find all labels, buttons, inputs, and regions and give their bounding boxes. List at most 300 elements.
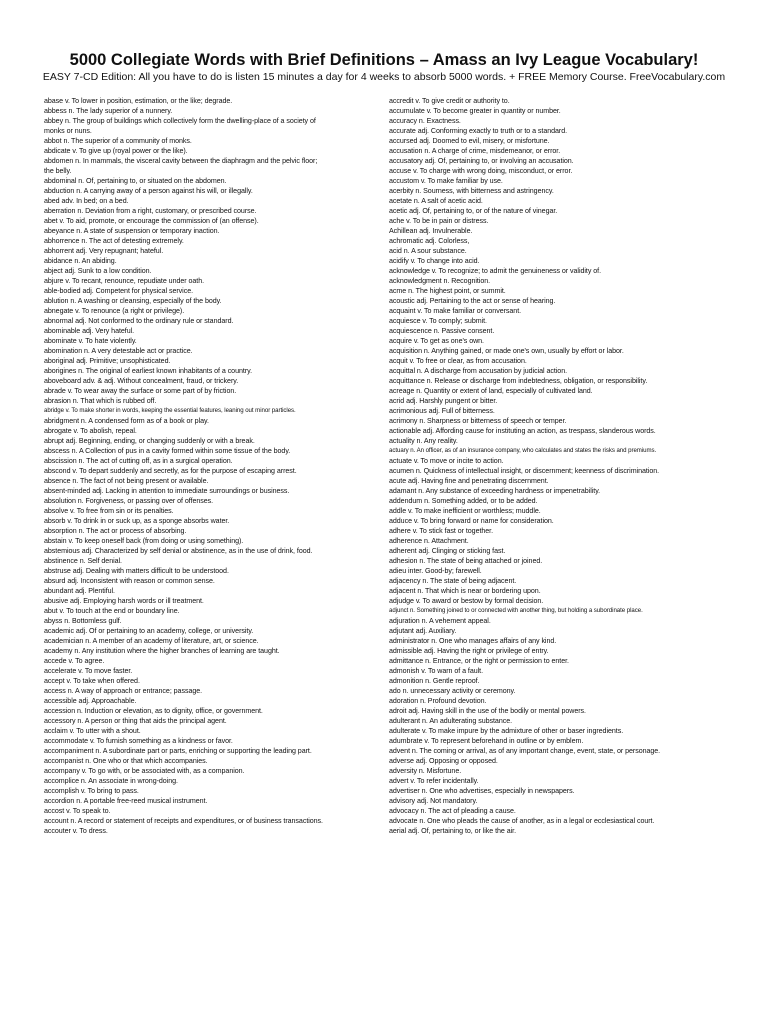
entry-definition: n. The highest point, or summit. — [408, 287, 506, 295]
entry-definition: v. To bring forward or name for consideration. — [413, 517, 554, 525]
entry-definition: n. Profound devotion. — [420, 697, 487, 705]
entry-word: adieu — [389, 567, 407, 575]
entry-word: actionable — [389, 427, 421, 435]
word-entry — [44, 666, 384, 676]
entry-word: abdicate — [44, 147, 71, 155]
entry-word: abdominal — [44, 177, 77, 185]
entry-definition: adj. Having the right or privilege of entry. — [423, 647, 549, 655]
entry-word: abomination — [44, 347, 83, 355]
entry-word: abet — [44, 217, 58, 225]
entry-definition: v. To depart suddenly and secretly, as for the purpose of escaping arrest. — [72, 467, 297, 475]
entry-definition: v. To charge with wrong doing, misconduct, or error. — [413, 167, 573, 175]
entry-word: accusation — [389, 147, 423, 155]
entry-word: ado — [389, 687, 401, 695]
entry-word: acerbity — [389, 187, 414, 195]
entry-word: absurd — [44, 577, 66, 585]
entry-definition: n. A carrying away of a person against his will, or illegally. — [76, 187, 253, 195]
word-entry — [44, 286, 384, 296]
word-entry — [389, 316, 734, 326]
word-entry — [44, 346, 384, 356]
word-entry — [389, 756, 734, 766]
word-entry — [44, 316, 384, 326]
entry-definition: v. To warn of a fault. — [421, 667, 484, 675]
entry-word: absence — [44, 477, 71, 485]
word-entry — [44, 466, 384, 476]
word-entry — [389, 766, 734, 776]
entry-definition: adj. Very hateful. — [82, 327, 135, 335]
word-entry — [389, 436, 734, 446]
word-entry — [44, 676, 384, 686]
word-entry — [389, 126, 734, 136]
right-word-column — [389, 96, 734, 836]
entry-word: accompaniment — [44, 747, 94, 755]
word-entry — [389, 546, 734, 556]
entry-word: acme — [389, 287, 407, 295]
word-entry — [44, 96, 384, 106]
entry-definition: v. To make shorter in words, keeping the essential features, leaning out minor particles. — [65, 407, 296, 414]
entry-definition: n. Quantity or extent of land, especially of cultivated land. — [416, 387, 593, 395]
entry-word: abject — [44, 267, 63, 275]
entry-definition: n. Misfortune. — [418, 767, 462, 775]
entry-word: acoustic — [389, 297, 415, 305]
word-entry — [389, 206, 734, 216]
entry-definition: n. Gentle reproof. — [425, 677, 480, 685]
word-entry — [389, 366, 734, 376]
word-entry — [389, 156, 734, 166]
entry-definition: adj. Primitive; unsophisticated. — [76, 357, 171, 365]
entry-word: abrade — [44, 387, 66, 395]
entry-definition: v. To speak to. — [66, 807, 111, 815]
entry-definition: n. An adulterating substance. — [421, 717, 513, 725]
word-entry — [44, 436, 384, 446]
word-entry — [389, 666, 734, 676]
word-entry — [389, 286, 734, 296]
word-entry — [389, 826, 734, 836]
entry-definition: v. To represent beforehand in outline or by emblem. — [424, 737, 584, 745]
word-entry — [44, 536, 384, 546]
entry-definition: n. A sour substance. — [403, 247, 467, 255]
entry-word: acid — [389, 247, 402, 255]
entry-word: abbot — [44, 137, 62, 145]
entry-definition: adj. Of or pertaining to an academy, college, or university. — [75, 627, 254, 635]
entry-definition: n. Any institution where the higher branches of learning are taught. — [74, 647, 280, 655]
entry-word: aboveboard — [44, 377, 81, 385]
entry-definition: n. Induction or elevation, as to dignity, office, or government. — [77, 707, 263, 715]
word-entry — [44, 376, 384, 386]
entry-word: abrasion — [44, 397, 71, 405]
entry-word: admonition — [389, 677, 424, 685]
entry-definition: adj. Conforming exactly to truth or to a standard. — [417, 127, 568, 135]
word-entry — [389, 186, 734, 196]
page-title: 5000 Collegiate Words with Brief Definitions – Amass an Ivy League Vocabulary! — [69, 51, 699, 69]
entry-word: accelerate — [44, 667, 77, 675]
entry-definition: v. To lower in position, estimation, or the like; degrade. — [65, 97, 233, 105]
entry-definition: adj. Auxiliary. — [415, 627, 457, 635]
word-entry — [389, 276, 734, 286]
entry-definition: v. To dress. — [72, 827, 108, 835]
entry-word: adulterant — [389, 717, 421, 725]
word-entry — [389, 426, 734, 436]
entry-definition: n. A washing or cleansing, especially of the body. — [70, 297, 222, 305]
word-entry — [389, 466, 734, 476]
word-entry — [44, 126, 384, 136]
word-entry — [389, 196, 734, 206]
entry-word: adroit — [389, 707, 407, 715]
word-entry — [389, 676, 734, 686]
entry-definition: v. To keep oneself back (from doing or using something). — [68, 537, 244, 545]
word-entry — [389, 146, 734, 156]
word-entry — [44, 526, 384, 536]
entry-definition: v. To bring to pass. — [80, 787, 139, 795]
word-entry — [44, 776, 384, 786]
word-entry — [389, 386, 734, 396]
entry-word: advert — [389, 777, 409, 785]
word-entry — [44, 566, 384, 576]
word-entry — [44, 146, 384, 156]
entry-definition: v. To refer incidentally. — [410, 777, 479, 785]
entry-word: abscess — [44, 447, 70, 455]
entry-word: advertiser — [389, 787, 420, 795]
word-entry — [389, 716, 734, 726]
entry-definition: v. To free or clear, as from accusation. — [409, 357, 527, 365]
word-entry — [389, 506, 734, 516]
entry-word: accumulate — [389, 107, 425, 115]
word-entry — [44, 196, 384, 206]
word-entry — [389, 726, 734, 736]
entry-word: adjunct — [389, 607, 409, 614]
word-entry — [44, 786, 384, 796]
entry-definition: adj. Very repugnant; hateful. — [75, 247, 164, 255]
entry-definition: v. To go with, or be associated with, as a companion. — [81, 767, 245, 775]
entry-word: ache — [389, 217, 405, 225]
entry-word: addendum — [389, 497, 423, 505]
word-entry — [44, 216, 384, 226]
entry-word: acknowledgment — [389, 277, 442, 285]
entry-definition: adj. Harshly pungent or bitter. — [406, 397, 498, 405]
word-entry — [389, 566, 734, 576]
word-entry — [389, 236, 734, 246]
entry-word: adjacent — [389, 587, 416, 595]
entry-definition: adj. Having fine and penetrating discernment. — [408, 477, 549, 485]
entry-definition: n. A condensed form as of a book or play. — [80, 417, 209, 425]
word-entry — [389, 576, 734, 586]
entry-word: actuate — [389, 457, 412, 465]
entry-word: acquire — [389, 337, 412, 345]
entry-word: accredit — [389, 97, 414, 105]
word-entry — [44, 736, 384, 746]
entry-definition: n. The lady superior of a nunnery. — [68, 107, 173, 115]
entry-word: actuality — [389, 437, 415, 445]
entry-definition: v. To move or incite to action. — [413, 457, 504, 465]
word-entry — [389, 456, 734, 466]
entry-definition: n. The superior of a community of monks. — [63, 137, 192, 145]
entry-definition: v. To hate violently. — [78, 337, 137, 345]
word-entry — [389, 786, 734, 796]
entry-definition: adv. In bed; on a bed. — [61, 197, 129, 205]
entry-word: abidance — [44, 257, 73, 265]
entry-word: adamant — [389, 487, 417, 495]
entry-definition: n. One who advertises, especially in newspapers. — [421, 787, 575, 795]
word-entry — [44, 296, 384, 306]
entry-definition: adj. Colorless, — [425, 237, 470, 245]
entry-word: administrator — [389, 637, 430, 645]
entry-definition: v. To move faster. — [78, 667, 133, 675]
word-entry — [389, 646, 734, 656]
entry-definition: v. To utter with a shout. — [69, 727, 141, 735]
entry-definition: n. Sharpness or bitterness of speech or temper. — [419, 417, 567, 425]
entry-definition: v. To stick fast or together. — [412, 527, 494, 535]
entry-definition: n. A portable free-reed musical instrument. — [76, 797, 208, 805]
entry-definition: v. To get as one's own. — [413, 337, 484, 345]
entry-word: Achillean — [389, 227, 418, 235]
word-entry — [44, 116, 384, 126]
entry-word: advisory — [389, 797, 416, 805]
word-entry — [44, 426, 384, 436]
word-entry — [44, 386, 384, 396]
entry-definition: n. The original of earliest known inhabitants of a country. — [78, 367, 252, 375]
entry-definition: v. To change into acid. — [410, 257, 480, 265]
word-entry — [389, 226, 734, 236]
entry-definition: adj. Not mandatory. — [416, 797, 478, 805]
entry-definition: n. A person or thing that aids the principal agent. — [77, 717, 227, 725]
entry-word: adherence — [389, 537, 423, 545]
word-entry — [44, 696, 384, 706]
entry-word: accouter — [44, 827, 71, 835]
word-entry — [389, 396, 734, 406]
entry-definition: n. The act of detesting extremely. — [81, 237, 184, 245]
entry-definition: n. Bottomless gulf. — [64, 617, 122, 625]
entry-definition: n. The act of cutting off, as in a surgical operation. — [78, 457, 233, 465]
entry-word: abominate — [44, 337, 77, 345]
entry-definition: adj. Competent for physical service. — [82, 287, 194, 295]
entry-word: acquisition — [389, 347, 422, 355]
entry-definition: n. The act or process of absorbing. — [78, 527, 187, 535]
entry-word: accessory — [44, 717, 76, 725]
entry-definition: v. To give credit or authority to. — [415, 97, 510, 105]
word-entry — [389, 136, 734, 146]
entry-definition: n. One who manages affairs of any kind. — [431, 637, 557, 645]
entry-word: acrid — [389, 397, 405, 405]
entry-definition: n. A Collection of pus in a cavity formed within some tissue of the body. — [71, 447, 291, 455]
entry-word: abeyance — [44, 227, 75, 235]
entry-word: accustom — [389, 177, 419, 185]
entry-definition: n. Sourness, with bitterness and astringency. — [415, 187, 554, 195]
word-entry — [389, 116, 734, 126]
entry-definition: monks or nuns. — [44, 127, 92, 135]
word-entry — [44, 456, 384, 466]
word-entry — [389, 586, 734, 596]
entry-definition: adj. Lacking in attention to immediate surroundings or business. — [92, 487, 290, 495]
entry-word: abase — [44, 97, 64, 105]
word-entry — [44, 826, 384, 836]
word-entry — [389, 746, 734, 756]
word-entry — [389, 486, 734, 496]
entry-word: abhorrence — [44, 237, 80, 245]
entry-definition: adj. Not conformed to the ordinary rule or standard. — [75, 317, 234, 325]
entry-word: academy — [44, 647, 73, 655]
entry-definition: adj. Of, pertaining to, or like the air. — [407, 827, 516, 835]
word-entry — [44, 646, 384, 656]
word-entry — [44, 226, 384, 236]
entry-definition: v. To recognize; to admit the genuineness or validity of. — [431, 267, 601, 275]
word-entry — [44, 636, 384, 646]
word-entry — [389, 736, 734, 746]
entry-word: acrimonious — [389, 407, 427, 415]
entry-definition: n. Something added, or to be added. — [424, 497, 538, 505]
word-entry — [44, 326, 384, 336]
word-entry — [389, 776, 734, 786]
word-entry — [389, 476, 734, 486]
entry-word: abundant — [44, 587, 74, 595]
entry-definition: n. A vehement appeal. — [421, 617, 491, 625]
entry-definition: n. In mammals, the visceral cavity between the diaphragm and the pelvic floor; — [75, 157, 318, 165]
entry-word: actuary — [389, 447, 409, 454]
entry-word: absorption — [44, 527, 77, 535]
entry-word: acumen — [389, 467, 414, 475]
entry-word: acquit — [389, 357, 408, 365]
entry-word: academician — [44, 637, 84, 645]
entry-word: accursed — [389, 137, 418, 145]
word-entry — [389, 176, 734, 186]
entry-definition: adj. Doomed to evil, misery, or misfortune. — [419, 137, 550, 145]
word-entry — [44, 816, 384, 826]
word-entry — [44, 726, 384, 736]
entry-definition: v. To make impure by the admixture of other or baser ingredients. — [421, 727, 624, 735]
entry-definition: v. To agree. — [68, 657, 105, 665]
word-entry — [44, 416, 384, 426]
entry-word: acquittal — [389, 367, 415, 375]
word-entry — [389, 266, 734, 276]
entry-word: academic — [44, 627, 74, 635]
entry-definition: n. A very detestable act or practice. — [84, 347, 193, 355]
entry-definition: n. Anything gained, or made one's own, usually by effort or labor. — [423, 347, 624, 355]
entry-word: accompanist — [44, 757, 84, 765]
entry-word: account — [44, 817, 69, 825]
entry-definition: v. To make inefficient or worthless; muddle. — [408, 507, 541, 515]
entry-definition: n. An associate in wrong-doing. — [80, 777, 178, 785]
word-entry — [44, 336, 384, 346]
entry-word: advocacy — [389, 807, 419, 815]
entry-word: abominable — [44, 327, 81, 335]
entry-definition: adj. Approachable. — [78, 697, 137, 705]
entry-definition: n. A member of an academy of literature, art, or science. — [85, 637, 259, 645]
entry-definition: n. A record or statement of receipts and expenditures, or of business transactions. — [70, 817, 323, 825]
word-entry — [44, 556, 384, 566]
entry-definition: adj. Beginning, ending, or changing suddenly or with a break. — [65, 437, 255, 445]
word-entry — [389, 296, 734, 306]
word-entry — [389, 106, 734, 116]
entry-definition: n. Quickness of intellectual insight, or discernment; keenness of discrimination. — [415, 467, 660, 475]
entry-word: able-bodied — [44, 287, 81, 295]
word-entry — [44, 496, 384, 506]
entry-word: absorb — [44, 517, 66, 525]
entry-word: abridge — [44, 407, 64, 414]
word-entry — [389, 606, 734, 616]
word-entry — [389, 446, 734, 456]
word-entry — [44, 796, 384, 806]
entry-word: adjuration — [389, 617, 420, 625]
word-entry — [389, 696, 734, 706]
word-entry — [389, 306, 734, 316]
entry-word: adumbrate — [389, 737, 423, 745]
entry-word: admonish — [389, 667, 420, 675]
word-entry — [44, 156, 384, 166]
entry-definition: v. To wear away the surface or some part of by friction. — [67, 387, 237, 395]
entry-word: abdomen — [44, 157, 74, 165]
entry-word: abstruse — [44, 567, 71, 575]
entry-word: acreage — [389, 387, 415, 395]
word-entry — [389, 416, 734, 426]
entry-definition: adj. Dealing with matters difficult to be understood. — [72, 567, 229, 575]
entry-definition: adj. Sunk to a low condition. — [64, 267, 152, 275]
entry-definition: v. To become greater in quantity or number. — [426, 107, 561, 115]
entry-word: adulterate — [389, 727, 421, 735]
entry-word: adduce — [389, 517, 412, 525]
entry-definition: adj. Plentiful. — [75, 587, 115, 595]
entry-definition: n. Exactness. — [418, 117, 461, 125]
entry-definition: n. Attachment. — [424, 537, 469, 545]
entry-word: absent-minded — [44, 487, 91, 495]
word-entry — [389, 256, 734, 266]
entry-word: accost — [44, 807, 65, 815]
word-entry — [389, 406, 734, 416]
entry-word: accommodate — [44, 737, 89, 745]
entry-word: acute — [389, 477, 407, 485]
entry-word: abscond — [44, 467, 71, 475]
word-entry — [44, 606, 384, 616]
entry-definition: adj. Invulnerable. — [419, 227, 473, 235]
word-entry — [44, 106, 384, 116]
entry-word: accomplice — [44, 777, 79, 785]
word-entry — [389, 326, 734, 336]
entry-definition: n. Any substance of exceeding hardness or impenetrability. — [418, 487, 601, 495]
word-entry — [389, 216, 734, 226]
entry-word: abscission — [44, 457, 77, 465]
entry-word: abed — [44, 197, 60, 205]
entry-definition: v. To abolish, repeal. — [73, 427, 137, 435]
word-entry — [44, 166, 384, 176]
entry-word: abstemious — [44, 547, 80, 555]
entry-definition: v. To touch at the end or boundary line. — [59, 607, 180, 615]
entry-word: abut — [44, 607, 58, 615]
entry-word: admissible — [389, 647, 423, 655]
entry-word: abnegate — [44, 307, 74, 315]
entry-definition: n. Deviation from a right, customary, or prescribed course. — [77, 207, 257, 215]
word-entry — [389, 376, 734, 386]
entry-definition: n. Of, pertaining to, or situated on the abdomen. — [78, 177, 227, 185]
entry-definition: n. The state of being attached or joined. — [419, 557, 543, 565]
word-entry — [44, 396, 384, 406]
entry-word: abstinence — [44, 557, 78, 565]
entry-definition: n. An abiding. — [74, 257, 117, 265]
entry-definition: n. The act of pleading a cause. — [420, 807, 516, 815]
entry-definition: n. A charge of crime, misdemeanor, or error. — [424, 147, 561, 155]
word-entry — [44, 276, 384, 286]
word-entry — [389, 526, 734, 536]
entry-word: admittance — [389, 657, 424, 665]
entry-definition: v. To comply; submit. — [422, 317, 487, 325]
entry-definition: inter. Good-by; farewell. — [408, 567, 482, 575]
entry-definition: n. Self denial. — [79, 557, 122, 565]
entry-word: accordion — [44, 797, 75, 805]
entry-word: accompany — [44, 767, 80, 775]
entry-definition: adj. Having skill in the use of the bodily or mental powers. — [408, 707, 586, 715]
entry-word: abhorrent — [44, 247, 74, 255]
entry-definition: v. To be in pain or distress. — [406, 217, 489, 225]
word-entry — [389, 616, 734, 626]
entry-word: acclaim — [44, 727, 68, 735]
page-subtitle: EASY 7-CD Edition: All you have to do is listen 15 minutes a day for 4 weeks to absorb 5000 words. + FREE Memory Course. FreeVocabulary.com — [42, 71, 726, 83]
